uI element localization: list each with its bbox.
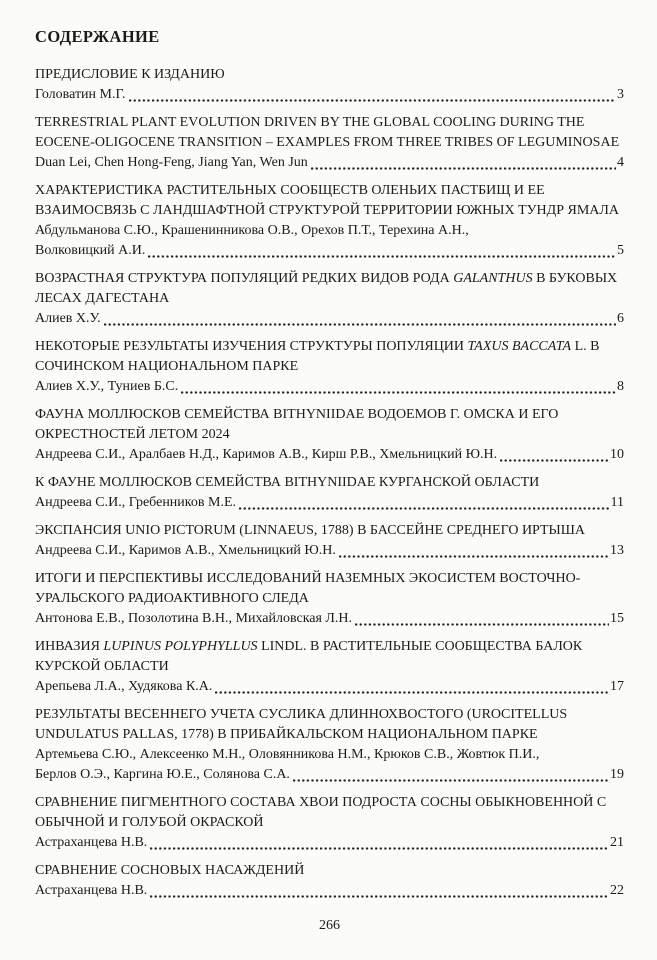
toc-entry: [35, 705, 624, 785]
dot-leader: [339, 545, 609, 561]
toc-entry-title: ВОЗРАСТНАЯ СТРУКТУРА ПОПУЛЯЦИЙ РЕДКИХ ВИДОВ РОДА GALANTHUS В БУКОВЫХ ЛЕСАХ ДАГЕСТАНА: [35, 271, 618, 306]
toc-entry-title: СРАВНЕНИЕ СОСНОВЫХ НАСАЖДЕНИЙ: [35, 863, 305, 878]
toc-entry: [35, 65, 624, 105]
toc-entry-title: ИНВАЗИЯ LUPINUS POLYPHYLLUS LINDL. В РАСТИТЕЛЬНЫЕ СООБЩЕСТВА БАЛОК КУРСКОЙ ОБЛАСТИ: [35, 639, 583, 674]
toc-entry-authors-row: [35, 609, 624, 629]
toc-entry-authors-overflow: [35, 745, 624, 765]
toc-entry-authors-wrap-line: Абдульманова С.Ю., Крашенинникова О.В., Орехов П.Т., Терехина А.Н.,: [35, 223, 469, 238]
toc-entry-title: ПРЕДИСЛОВИЕ К ИЗДАНИЮ: [35, 67, 225, 82]
toc-entry: [35, 405, 624, 465]
toc-entry-authors: Головатин М.Г.: [35, 87, 126, 102]
toc-entry-title: ЭКСПАНСИЯ UNIO PICTORUM (LINNAEUS, 1788) В БАССЕЙНЕ СРЕДНЕГО ИРТЫША: [35, 523, 585, 538]
toc-entry-authors: Андреева С.И., Каримов А.В., Хмельницкий Ю.Н.: [35, 543, 336, 558]
toc-entry-authors: Астраханцева Н.В.: [35, 883, 148, 898]
toc-entry-authors-row: [35, 153, 624, 173]
toc-entry-title: ХАРАКТЕРИСТИКА РАСТИТЕЛЬНЫХ СООБЩЕСТВ ОЛЕНЬИХ ПАСТБИЩ И ЕЕ ВЗАИМОСВЯЗЬ С ЛАНДШАФТНОЙ СТРУКТУРОЙ ТЕРРИТОРИИ ЮЖНЫХ ТУНДР ЯМАЛА: [35, 183, 620, 218]
toc-entry-page-number: 10: [610, 447, 624, 462]
dot-leader: [355, 613, 609, 629]
toc-entry-authors-row: [35, 541, 624, 561]
toc-entry-page-number: 22: [610, 883, 624, 898]
toc-entry: [35, 473, 624, 513]
toc-entry-authors-row: [35, 85, 624, 105]
toc-entry: [35, 521, 624, 561]
toc-entry: [35, 337, 624, 397]
toc-list: [35, 65, 624, 901]
contents-heading: СОДЕРЖАНИЕ: [35, 27, 160, 46]
toc-entry-authors: Андреева С.И., Аралбаев Н.Д., Каримов А.В., Кирш Р.В., Хмельницкий Ю.Н.: [35, 447, 498, 462]
toc-entry-title: СРАВНЕНИЕ ПИГМЕНТНОГО СОСТАВА ХВОИ ПОДРОСТА СОСНЫ ОБЫКНОВЕННОЙ С ОБЫЧНОЙ И ГОЛУБОЙ ОКРАСКОЙ: [35, 795, 607, 830]
toc-entry-title: К ФАУНЕ МОЛЛЮСКОВ СЕМЕЙСТВА BITHYNIIDAE КУРГАНСКОЙ ОБЛАСТИ: [35, 475, 540, 490]
toc-entry-title: ИТОГИ И ПЕРСПЕКТИВЫ ИССЛЕДОВАНИЙ НАЗЕМНЫХ ЭКОСИСТЕМ ВОСТОЧНО-УРАЛЬСКОГО РАДИОАКТИВНОГО СЛЕДА: [35, 571, 581, 606]
toc-entry-title: РЕЗУЛЬТАТЫ ВЕСЕННЕГО УЧЕТА СУСЛИКА ДЛИННОХВОСТОГО (UROCITELLUS UNDULATUS PALLAS, 1778) В ПРИБАЙКАЛЬСКОМ НАЦИОНАЛЬНОМ ПАРКЕ: [35, 707, 568, 742]
toc-entry-title: ФАУНА МОЛЛЮСКОВ СЕМЕЙСТВА BITHYNIIDAE ВОДОЕМОВ Г. ОМСКА И ЕГО ОКРЕСТНОСТЕЙ ЛЕТОМ 2024: [35, 407, 559, 442]
toc-entry-page-number: 15: [610, 611, 624, 626]
toc-entry-authors: Астраханцева Н.В.: [35, 835, 148, 850]
dot-leader: [239, 497, 610, 513]
dot-leader: [104, 313, 616, 329]
toc-entry-title: НЕКОТОРЫЕ РЕЗУЛЬТАТЫ ИЗУЧЕНИЯ СТРУКТУРЫ ПОПУЛЯЦИИ TAXUS BACCATA L. В СОЧИНСКОМ НАЦИОНАЛЬНОМ ПАРКЕ: [35, 339, 600, 374]
toc-entry-authors: Андреева С.И., Гребенников М.Е.: [35, 495, 236, 510]
toc-entry-authors: Алиев Х.У.: [35, 311, 101, 326]
toc-entry: [35, 861, 624, 901]
dot-leader: [293, 769, 609, 785]
toc-entry-authors: Duan Lei, Chen Hong-Feng, Jiang Yan, Wen Jun: [35, 155, 308, 170]
toc-entry: [35, 637, 624, 697]
toc-entry-page-number: 11: [610, 495, 624, 510]
dot-leader: [150, 885, 609, 901]
toc-entry-page-number: 4: [617, 155, 624, 170]
toc-entry-authors: Берлов О.Э., Каргина Ю.Е., Солянова С.А.: [35, 767, 290, 782]
toc-entry-authors-wrap-line: Артемьева С.Ю., Алексеенко М.Н., Оловянникова Н.М., Крюков С.В., Жовтюк П.И.,: [35, 747, 540, 762]
toc-entry-page-number: 8: [617, 379, 624, 394]
toc-entry-page-number: 21: [610, 835, 624, 850]
toc-entry: [35, 569, 624, 629]
toc-entry-authors-row: [35, 377, 624, 397]
toc-entry-page-number: 17: [610, 679, 624, 694]
toc-entry-authors-row: [35, 493, 624, 513]
toc-entry: [35, 181, 624, 261]
toc-entry-page-number: 6: [617, 311, 624, 326]
toc-entry-authors: Арепьева Л.А., Худякова К.А.: [35, 679, 213, 694]
toc-entry-authors-row: [35, 677, 624, 697]
dot-leader: [129, 89, 616, 105]
toc-entry-page-number: 13: [610, 543, 624, 558]
toc-entry-authors-row: [35, 833, 624, 853]
toc-entry-authors-row: [35, 309, 624, 329]
dot-leader: [215, 681, 609, 697]
toc-entry-authors: Антонова Е.В., Позолотина В.Н., Михайловская Л.Н.: [35, 611, 353, 626]
dot-leader: [150, 837, 609, 853]
toc-entry-authors-row: [35, 445, 624, 465]
toc-entry-page-number: 5: [617, 243, 624, 258]
toc-entry-authors: Волковицкий А.И.: [35, 243, 146, 258]
toc-entry-authors-overflow: [35, 221, 624, 241]
dot-leader: [500, 449, 609, 465]
toc-entry: [35, 793, 624, 853]
toc-entry-authors: Алиев Х.У., Туниев Б.С.: [35, 379, 179, 394]
toc-entry-authors-row: [35, 881, 624, 901]
toc-entry-authors-row: [35, 765, 624, 785]
toc-entry-title: TERRESTRIAL PLANT EVOLUTION DRIVEN BY THE GLOBAL COOLING DURING THE EOCENE-OLIGOCENE TRANSITION – EXAMPLES FROM THREE TRIBES OF LEGUMINOSAE: [35, 115, 620, 150]
dot-leader: [311, 157, 616, 173]
toc-entry-page-number: 3: [617, 87, 624, 102]
toc-entry-authors-row: [35, 241, 624, 261]
dot-leader: [148, 245, 616, 261]
toc-entry: [35, 113, 624, 173]
page-number-footer: 266: [319, 918, 340, 933]
toc-entry: [35, 269, 624, 329]
toc-entry-page-number: 19: [610, 767, 624, 782]
dot-leader: [181, 381, 616, 397]
